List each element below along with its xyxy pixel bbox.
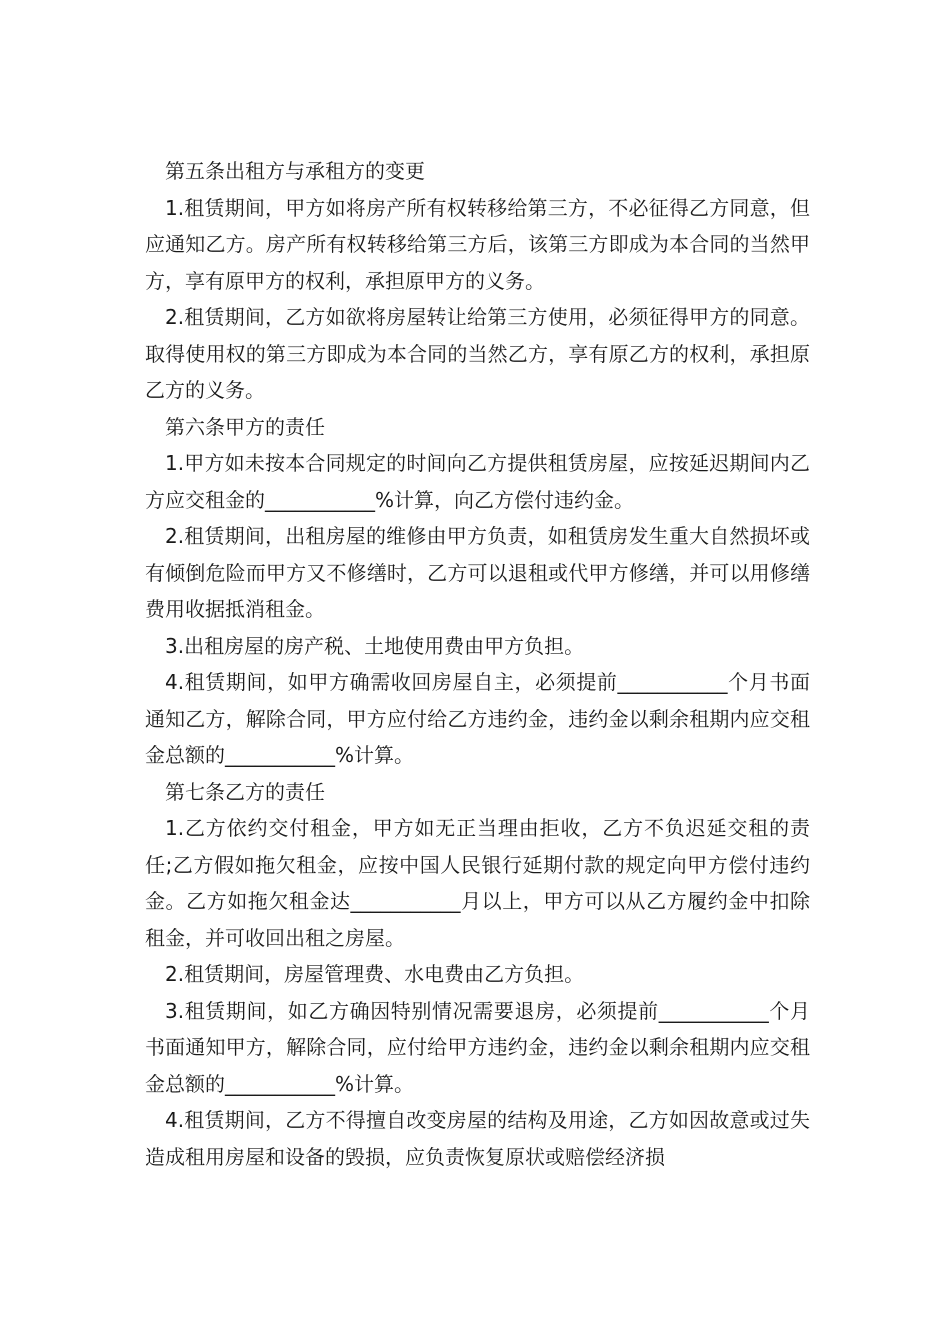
- document-body: [145, 153, 810, 1175]
- article-5-clause-2: 2.租赁期间，乙方如欲将房屋转让给第三方使用，必须征得甲方的同意。取得使用权的第三方即成为本合同的当然乙方，享有原乙方的权利，承担原乙方的义务。: [145, 305, 810, 402]
- article-6-clause-3: 3.出租房屋的房产税、土地使用费由甲方负担。: [165, 633, 585, 658]
- article-7-heading: 第七条乙方的责任: [165, 779, 325, 804]
- article-6-clause-2: 2.租赁期间，出租房屋的维修由甲方负责，如租赁房发生重大自然损坏或有倾倒危险而甲方又不修缮时，乙方可以退租或代甲方修缮，并可以用修缮费用收据抵消租金。: [145, 524, 810, 621]
- article-7-clause-1: 1.乙方依约交付租金，甲方如无正当理由拒收，乙方不负迟延交租的责任;乙方假如拖欠租金，应按中国人民银行延期付款的规定向甲方偿付违约金。乙方如拖欠租金达___________月以上，甲方可以从乙方履约金中扣除租金，并可收回出租之房屋。: [145, 816, 810, 950]
- article-6-clause-4: 4.租赁期间，如甲方确需收回房屋自主，必须提前___________个月书面通知乙方，解除合同，甲方应付给乙方违约金，违约金以剩余租期内应交租金总额的___________%计算。: [145, 670, 810, 767]
- article-6-clause-1: 1.甲方如未按本合同规定的时间向乙方提供租赁房屋，应按延迟期间内乙方应交租金的___________%计算，向乙方偿付违约金。: [145, 451, 810, 512]
- article-7-clause-2: 2.租赁期间，房屋管理费、水电费由乙方负担。: [165, 962, 585, 986]
- article-6-heading: 第六条甲方的责任: [165, 414, 325, 439]
- article-7-clause-4: 4.租赁期间，乙方不得擅自改变房屋的结构及用途，乙方如因故意或过失造成租用房屋和设备的毁损，应负责恢复原状或赔偿经济损: [145, 1108, 810, 1169]
- article-5-heading: 第五条出租方与承租方的变更: [165, 159, 425, 183]
- article-7-clause-3: 3.租赁期间，如乙方确因特别情况需要退房，必须提前___________个月书面通知甲方，解除合同，应付给甲方违约金，违约金以剩余租期内应交租金总额的___________%计算。: [145, 998, 810, 1096]
- article-5-clause-1: 1.租赁期间，甲方如将房产所有权转移给第三方，不必征得乙方同意，但应通知乙方。房产所有权转移给第三方后，该第三方即成为本合同的当然甲方，享有原甲方的权利，承担原甲方的义务。: [145, 195, 810, 293]
